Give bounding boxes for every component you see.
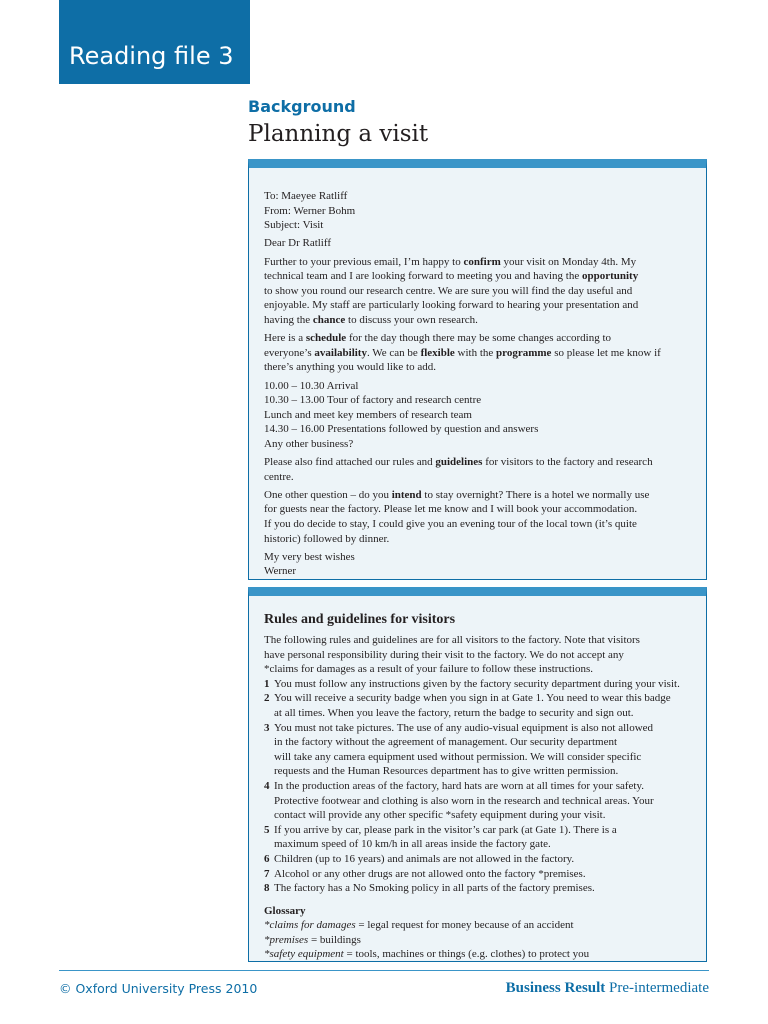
text-line: Any other business?	[264, 437, 354, 450]
glossary-entry: *safety equipment = tools, machines or things (e.g. clothes) to protect you	[264, 948, 590, 961]
text-line: there’s anything you would like to add.	[264, 361, 436, 374]
text-line: historic) followed by dinner.	[264, 532, 390, 545]
text-line: having the chance to discuss your own research.	[264, 313, 478, 326]
text-line: 10.30 – 13.00 Tour of factory and research centre	[264, 394, 482, 407]
rule-item	[264, 779, 692, 823]
glossary-entry: *premises = buildings	[264, 933, 361, 946]
rule-text: at all times. When you leave the factory, return the badge to security and sign out.	[274, 706, 634, 719]
rule-text: in the factory without the agreement of management. Our security department	[274, 736, 618, 749]
key-word: availability	[314, 346, 367, 359]
text-line: Further to your previous email, I’m happy to confirm your visit on Monday 4th. My	[264, 255, 637, 268]
email-to: To: Maeyee Ratliff	[264, 190, 348, 202]
rule-text: requests and the Human Resources department has to give written permission.	[274, 765, 619, 778]
page-title: Planning a visit	[248, 121, 429, 147]
rule-item	[264, 852, 692, 867]
text-line: have personal responsibility during their visit to the factory. We do not accept any	[264, 648, 624, 661]
footer-copyright: © Oxford University Press 2010	[59, 981, 258, 996]
text-line: technical team and I are looking forward to meeting you and having the opportunity	[264, 270, 639, 283]
rule-number: 7	[264, 867, 270, 880]
glossary-entry: *claims for damages = legal request for money because of an accident	[264, 919, 574, 932]
glossary-title: Glossary	[264, 904, 306, 917]
rule-text: Children (up to 16 years) and animals are not allowed in the factory.	[274, 852, 575, 865]
key-word: intend	[391, 488, 422, 501]
email-signoff: My very best wishes	[264, 550, 355, 563]
rule-number: 1	[264, 677, 270, 690]
rule-text: You will receive a security badge when you sign in at Gate 1. You need to wear this badge	[274, 692, 671, 705]
key-word: flexible	[420, 346, 455, 359]
rule-text: You must not take pictures. The use of any audio-visual equipment is also not allowed	[274, 721, 654, 734]
rule-text: Alcohol or any other drugs are not allowed onto the factory *premises.	[274, 867, 586, 880]
glossary-term: *claims for damages	[264, 919, 356, 932]
text-line: to show you round our research centre. We are sure you will find the day useful and	[264, 284, 633, 297]
text-line: Please also find attached our rules and guidelines for visitors to the factory and research	[264, 456, 653, 469]
rule-item	[264, 823, 692, 852]
text-line: Here is a schedule for the day though there may be some changes according to	[264, 332, 612, 345]
key-word: chance	[312, 313, 346, 326]
key-word: programme	[496, 346, 552, 359]
rule-text: You must follow any instructions given by the factory security department during your visit.	[274, 677, 680, 690]
rule-item	[264, 691, 692, 720]
rule-number: 3	[264, 721, 270, 734]
email-from: From: Werner Bohm	[264, 204, 356, 217]
text-line: everyone’s availability. We can be flexible with the programme so please let me know if	[264, 346, 661, 359]
text-line: centre.	[264, 470, 294, 483]
text-line: If you do decide to stay, I could give you an evening tour of the local town (it’s quite	[264, 518, 637, 531]
text-line: Lunch and meet key members of research team	[264, 408, 472, 421]
rules-box	[248, 587, 707, 962]
rule-item	[264, 721, 692, 779]
footer-level: Pre-intermediate	[605, 980, 709, 996]
rule-number: 2	[264, 692, 270, 705]
tab-title: Reading file 3	[69, 42, 234, 70]
key-word: guidelines	[435, 456, 483, 469]
email-box	[248, 159, 707, 580]
rule-text: Protective footwear and clothing is also worn in the research and technical areas. Your	[274, 794, 654, 807]
section-label: Background	[248, 97, 356, 116]
footer-series	[506, 980, 709, 997]
rule-text: will take any camera equipment used without permission. We will consider specific	[274, 750, 642, 763]
rule-number: 4	[264, 779, 270, 792]
footer-divider	[59, 970, 709, 971]
rule-number: 5	[264, 823, 270, 836]
email-subject: Subject: Visit	[264, 219, 324, 232]
text-line: for guests near the factory. Please let me know and I will book your accommodation.	[264, 503, 638, 516]
text-line: 10.00 – 10.30 Arrival	[264, 379, 359, 392]
rules-list	[264, 677, 692, 896]
text-line: 14.30 – 16.00 Presentations followed by question and answers	[264, 423, 539, 436]
text-line: *claims for damages as a result of your failure to follow these instructions.	[264, 663, 593, 676]
rule-text: The factory has a No Smoking policy in all parts of the factory premises.	[274, 882, 595, 895]
text-line: One other question – do you intend to stay overnight? There is a hotel we normally use	[264, 488, 650, 501]
rules-title: Rules and guidelines for visitors	[264, 612, 456, 627]
email-greeting: Dear Dr Ratliff	[264, 237, 331, 250]
email-schedule	[264, 379, 692, 452]
rule-item	[264, 881, 692, 896]
rule-number: 6	[264, 852, 270, 865]
rules-intro	[264, 633, 692, 677]
footer-brand: Business Result	[505, 980, 606, 996]
key-word: schedule	[305, 332, 347, 345]
email-paragraph-2	[264, 331, 692, 375]
rule-number: 8	[264, 882, 270, 895]
glossary-term: *safety equipment	[264, 948, 344, 961]
email-paragraph-3	[264, 455, 692, 484]
reading-file-tab	[59, 0, 250, 84]
key-word: opportunity	[581, 270, 639, 283]
rule-text: In the production areas of the factory, hard hats are worn at all times for your safety.	[274, 779, 644, 792]
key-word: confirm	[463, 255, 501, 268]
email-paragraph-4	[264, 488, 692, 546]
email-signature: Werner	[264, 565, 297, 578]
rule-text: maximum speed of 10 km/h in all areas inside the factory gate.	[274, 838, 551, 851]
rule-text: If you arrive by car, please park in the visitor’s car park (at Gate 1). There is a	[274, 823, 617, 836]
email-paragraph-1	[264, 255, 692, 328]
rule-item	[264, 867, 692, 882]
text-line: The following rules and guidelines are for all visitors to the factory. Note that visitors	[264, 634, 640, 646]
rule-text: contact will provide any other specific *safety equipment during your visit.	[274, 809, 606, 822]
rule-item	[264, 677, 692, 692]
text-line: enjoyable. My staff are particularly looking forward to hearing your presentation and	[264, 299, 639, 312]
glossary-term: *premises	[264, 933, 309, 946]
glossary-list	[264, 918, 692, 962]
